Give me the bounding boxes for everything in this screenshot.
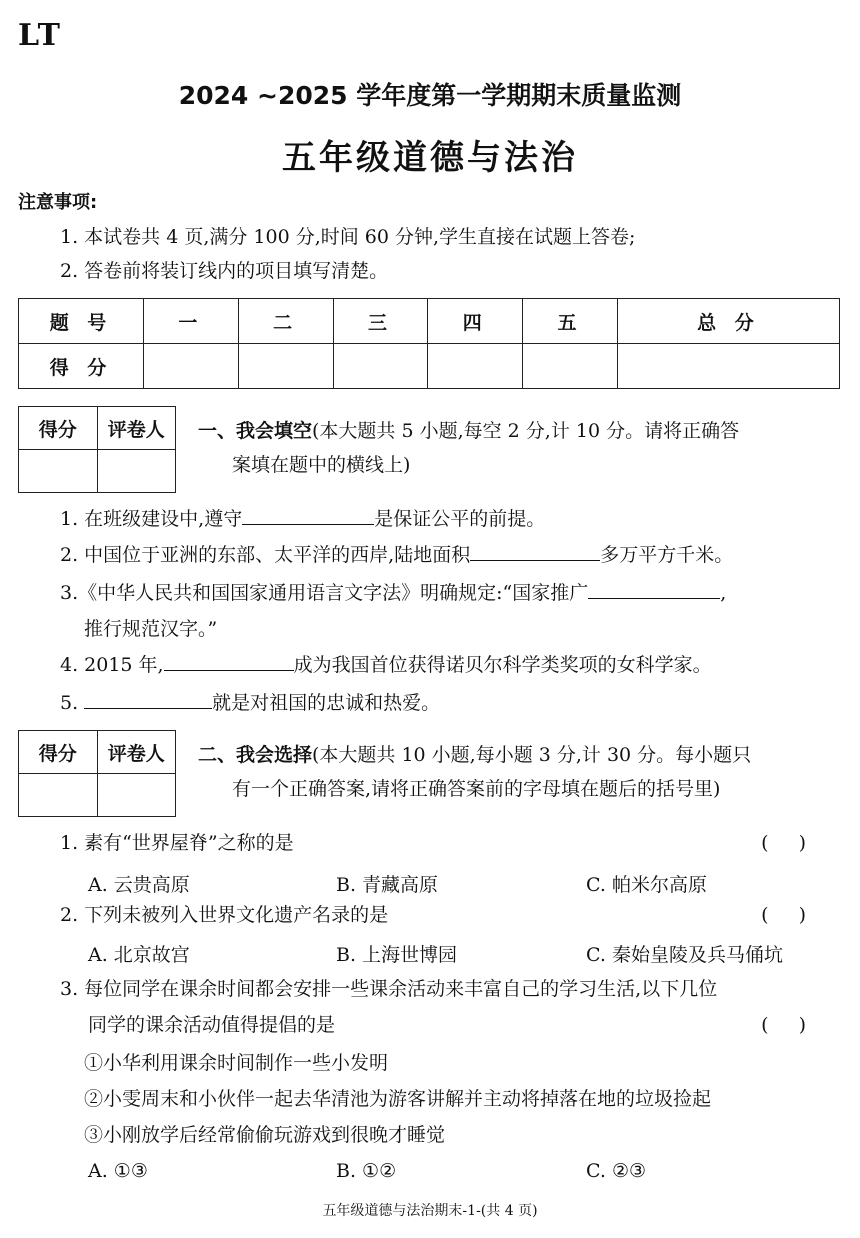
grader-name-label: 评卷人: [97, 731, 176, 774]
statement-item: ③小刚放学后经常偷偷玩游戏到很晚才睡觉: [84, 1124, 446, 1146]
section2-desc: (本大题共 10 小题,每小题 3 分,计 30 分。每小题只: [312, 744, 752, 766]
fill-question-1: [60, 502, 545, 536]
score-cell[interactable]: [333, 344, 428, 389]
question-text: 5.: [60, 692, 79, 714]
answer-bracket[interactable]: (): [761, 1014, 836, 1036]
score-table-score-row: [19, 344, 840, 389]
answer-blank[interactable]: [164, 648, 294, 671]
answer-blank[interactable]: [470, 538, 600, 561]
choice-question-2: 2. 下列未被列入世界文化遗产名录的是: [60, 904, 389, 926]
section1-desc: (本大题共 5 小题,每空 2 分,计 10 分。请将正确答: [312, 420, 740, 442]
grader-score-label: 得分: [19, 407, 98, 450]
option-a: A. 云贵高原: [88, 874, 190, 896]
option-c: C. 帕米尔高原: [586, 874, 707, 896]
score-row-label: 得 分: [19, 344, 144, 389]
fill-question-5: [60, 686, 440, 720]
score-table-header-cell: 四: [428, 299, 523, 344]
section2-grader-box: [18, 730, 176, 817]
answer-bracket[interactable]: (): [761, 832, 836, 854]
answer-bracket[interactable]: (): [761, 904, 836, 926]
score-cell[interactable]: [523, 344, 618, 389]
choice-question-3-cont: 同学的课余活动值得提倡的是: [88, 1014, 336, 1036]
fill-question-3: [60, 576, 726, 610]
section1-title: 一、我会填空: [198, 420, 313, 442]
question-text: 成为我国首位获得诺贝尔科学类奖项的女科学家。: [293, 654, 712, 676]
option-b: B. ①②: [336, 1160, 397, 1182]
question-text: ,: [720, 582, 727, 604]
option-b: B. 上海世博园: [336, 944, 458, 966]
answer-blank[interactable]: [588, 576, 720, 599]
fill-question-3-cont: 推行规范汉字。”: [84, 618, 218, 640]
question-text: 是保证公平的前提。: [374, 508, 546, 530]
grader-name-cell[interactable]: [97, 450, 176, 493]
question-text: 就是对祖国的忠诚和热爱。: [212, 692, 441, 714]
score-table-header-cell: 题 号: [19, 299, 144, 344]
score-table-header-cell: 三: [333, 299, 428, 344]
score-table-header-cell: 二: [238, 299, 333, 344]
notice-title: 注意事项:: [18, 192, 98, 213]
question-text: 1. 在班级建设中,遵守: [60, 508, 243, 530]
score-cell[interactable]: [144, 344, 239, 389]
score-cell[interactable]: [238, 344, 333, 389]
section2-title: 二、我会选择: [198, 744, 313, 766]
score-table-header-row: [19, 299, 840, 344]
section2-desc-cont: 有一个正确答案,请将正确答案前的字母填在题后的括号里): [232, 778, 721, 800]
option-a: A. ①③: [88, 1160, 148, 1182]
exam-period-title: 2024 ~2025 学年度第一学期期末质量监测: [178, 81, 682, 110]
question-text: 2. 中国位于亚洲的东部、太平洋的西岸,陆地面积: [60, 544, 471, 566]
section2-heading: [198, 738, 751, 772]
score-table: [18, 298, 840, 389]
grader-name-label: 评卷人: [97, 407, 176, 450]
corner-mark: LT: [18, 18, 61, 53]
question-text: 3.《中华人民共和国国家通用语言文字法》明确规定:“国家推广: [60, 582, 589, 604]
fill-question-4: [60, 648, 712, 682]
choice-question-3: 3. 每位同学在课余时间都会安排一些课余活动来丰富自己的学习生活,以下几位: [60, 978, 718, 1000]
question-text: 4. 2015 年,: [60, 654, 164, 676]
score-table-header-cell: 一: [144, 299, 239, 344]
score-cell[interactable]: [617, 344, 839, 389]
grader-score-cell[interactable]: [19, 450, 98, 493]
section1-heading: [198, 414, 739, 448]
fill-question-2: [60, 538, 733, 572]
score-table-header-cell: 五: [523, 299, 618, 344]
option-c: C. 秦始皇陵及兵马俑坑: [586, 944, 783, 966]
option-c: C. ②③: [586, 1160, 647, 1182]
statement-item: ②小雯周末和小伙伴一起去华清池为游客讲解并主动将掉落在地的垃圾捡起: [84, 1088, 712, 1110]
score-table-header-cell: 总 分: [617, 299, 839, 344]
subject-title: 五年级道德与法治: [282, 138, 578, 178]
grader-score-label: 得分: [19, 731, 98, 774]
grader-name-cell[interactable]: [97, 774, 176, 817]
section1-grader-box: [18, 406, 176, 493]
option-b: B. 青藏高原: [336, 874, 439, 896]
page-footer: 五年级道德与法治期末-1-(共 4 页): [322, 1203, 538, 1219]
section1-desc-cont: 案填在题中的横线上): [232, 454, 411, 476]
choice-question-1: 1. 素有“世界屋脊”之称的是: [60, 832, 294, 854]
option-a: A. 北京故宫: [88, 944, 190, 966]
notice-item: 1. 本试卷共 4 页,满分 100 分,时间 60 分钟,学生直接在试题上答卷;: [60, 226, 636, 248]
statement-item: ①小华利用课余时间制作一些小发明: [84, 1052, 389, 1074]
notice-item: 2. 答卷前将装订线内的项目填写清楚。: [60, 260, 389, 282]
question-text: 多万平方千米。: [600, 544, 734, 566]
score-cell[interactable]: [428, 344, 523, 389]
answer-blank[interactable]: [84, 686, 212, 709]
grader-score-cell[interactable]: [19, 774, 98, 817]
answer-blank[interactable]: [242, 502, 374, 525]
